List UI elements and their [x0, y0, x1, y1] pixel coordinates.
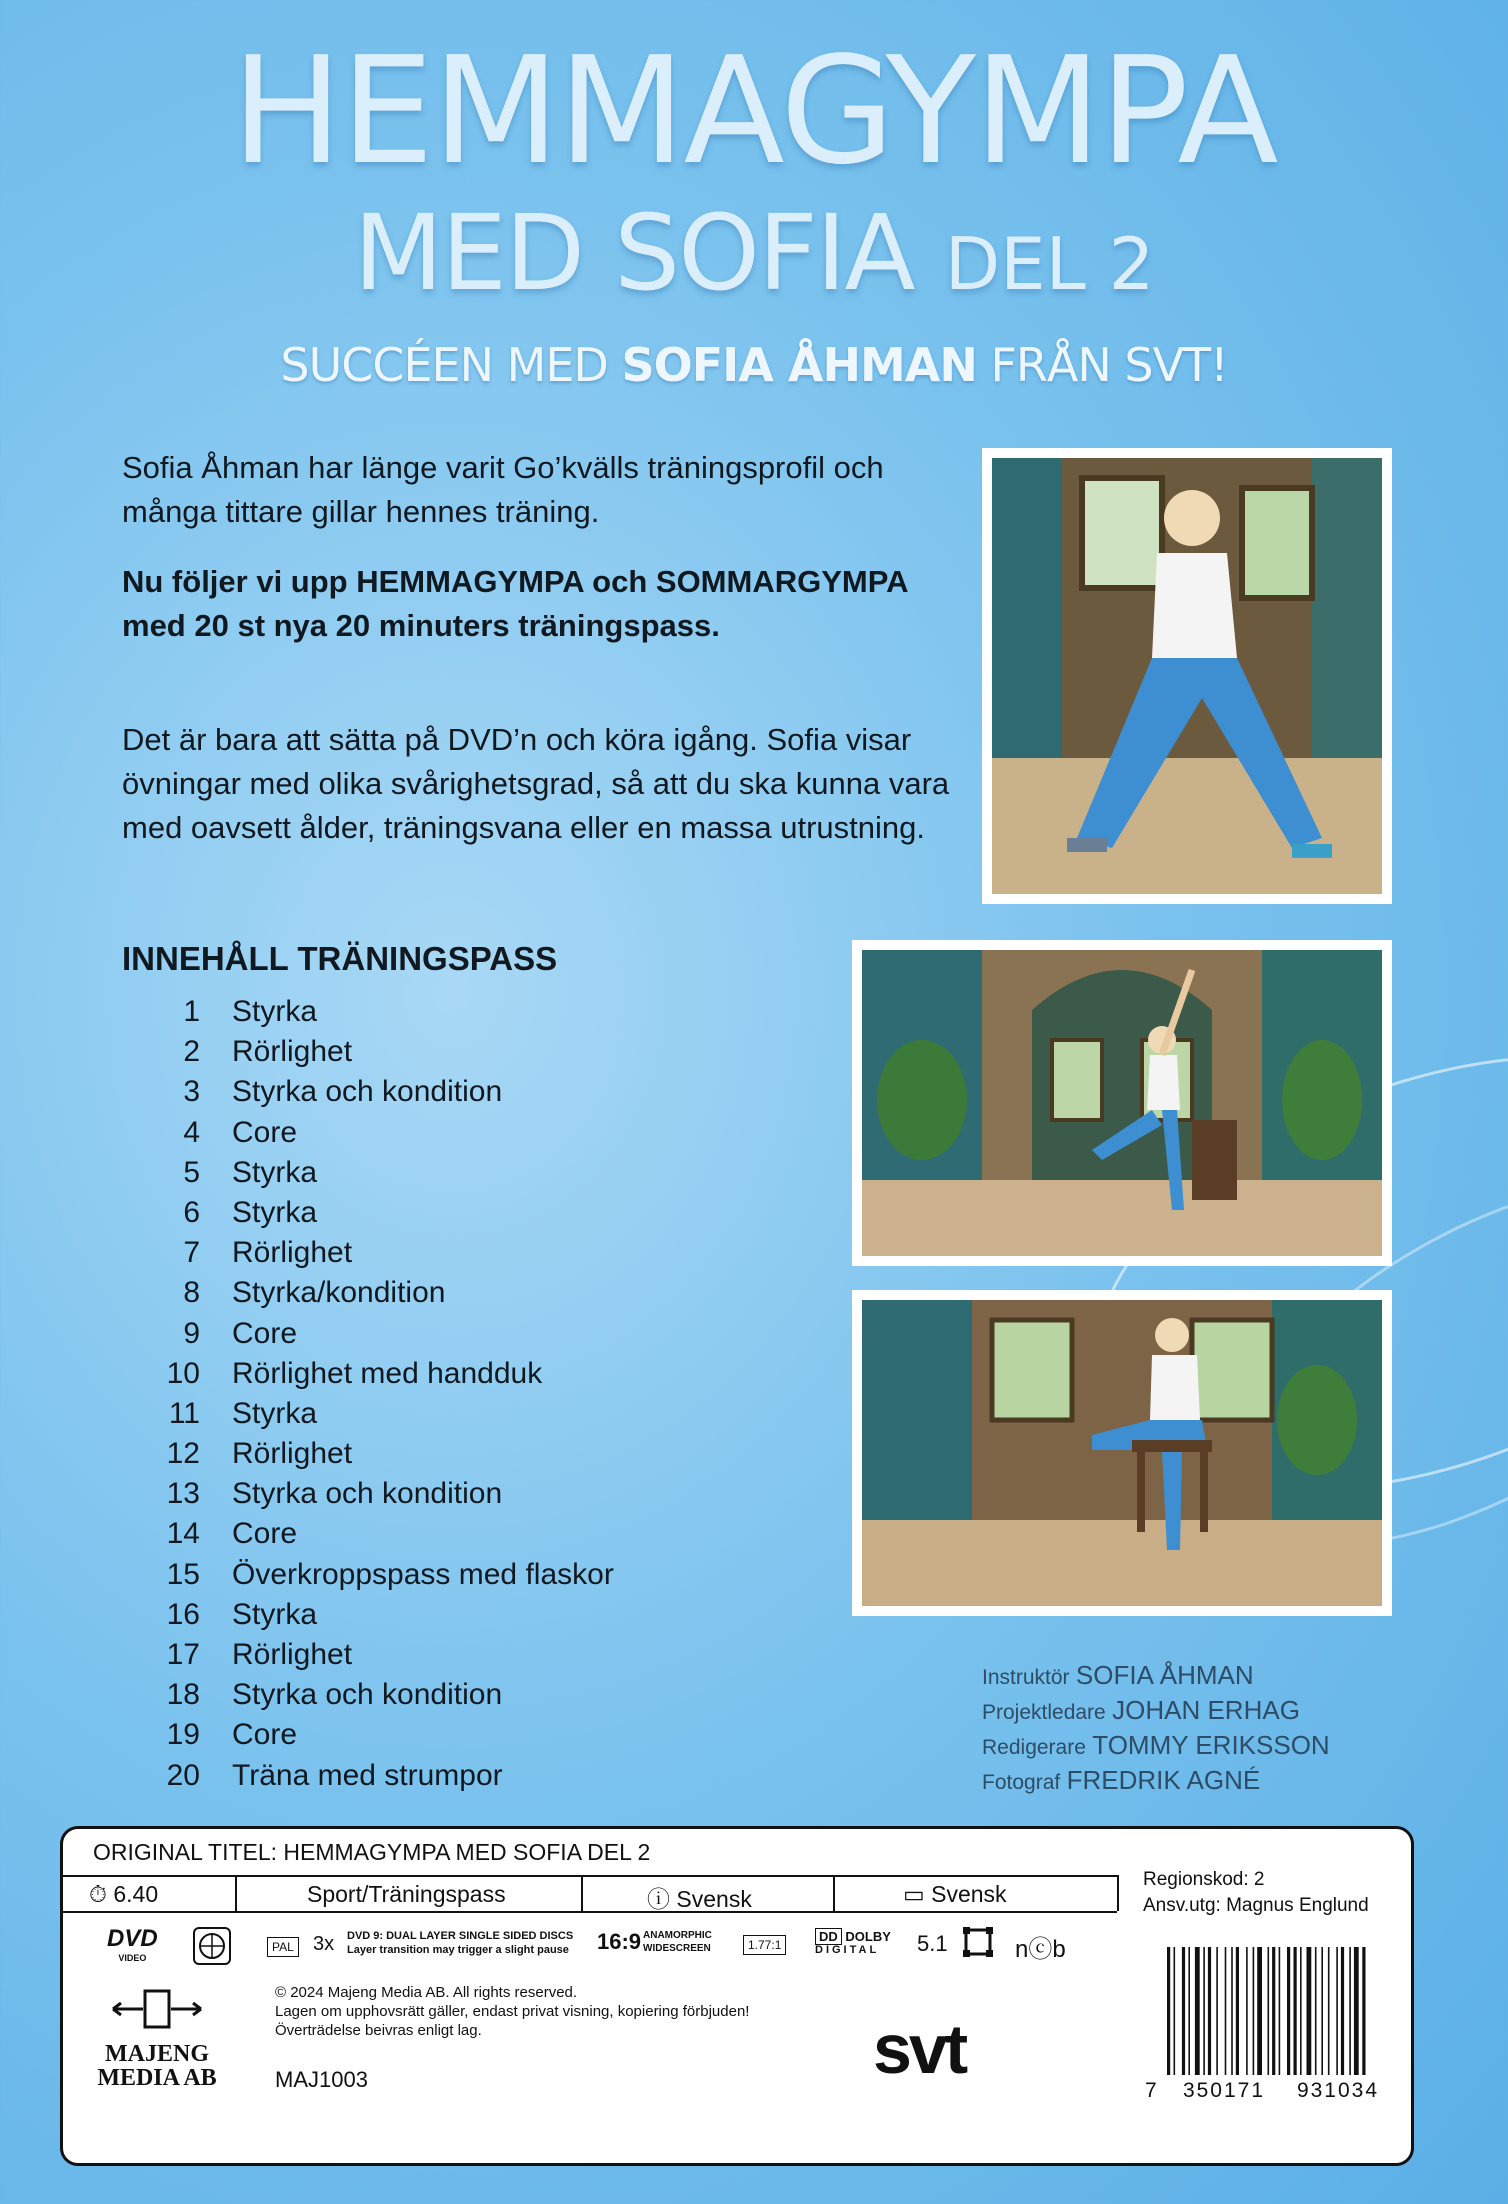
session-row: [122, 995, 614, 1035]
barcode-bar: [1287, 1947, 1290, 2075]
session-label: Styrka/kondition: [232, 1276, 446, 1310]
content-heading: INNEHÅLL TRÄNINGSPASS: [122, 940, 558, 977]
disc-count: 3x: [313, 1933, 335, 1955]
session-label: Rörlighet: [232, 1638, 353, 1671]
session-number: 2: [183, 1035, 200, 1069]
session-row: [122, 1759, 614, 1799]
session-number: 16: [166, 1597, 200, 1631]
session-label: Träna med strumpor: [232, 1758, 503, 1792]
barcode-bar: [1208, 1947, 1211, 2075]
session-row: [122, 1517, 614, 1557]
session-list: [122, 995, 614, 1799]
session-label: Styrka: [232, 1155, 318, 1189]
session-row: [122, 1236, 614, 1276]
session-label: Core: [232, 1115, 298, 1149]
session-label: Core: [232, 1517, 298, 1551]
region-code: Regionskod: 2: [1143, 1869, 1265, 1890]
session-row: [122, 1558, 614, 1598]
session-row: [122, 1678, 614, 1718]
sub-title: MED SOFIA DEL 2: [353, 192, 1155, 314]
channels: 5.1: [917, 1931, 948, 1956]
credit-role: Redigerare: [982, 1736, 1086, 1759]
surround-icon: [963, 1927, 993, 1957]
session-row: [122, 1156, 614, 1196]
barcode-bar: [1246, 1947, 1248, 2075]
session-row: [122, 1477, 614, 1517]
session-label: Core: [232, 1718, 298, 1752]
svt-logo: svt: [873, 2010, 966, 2088]
session-number: 17: [166, 1638, 200, 1671]
session-row: [122, 1075, 614, 1115]
session-row: [122, 1116, 614, 1156]
disc-type: DVD 9: DUAL LAYER SINGLE SIDED DISCS Layer transition may trigger a slight pause: [347, 1930, 574, 1956]
session-number: 11: [168, 1396, 200, 1430]
session-label: Rörlighet: [232, 1035, 353, 1069]
session-number: 4: [183, 1115, 200, 1149]
pal-logo: PAL: [267, 1937, 299, 1957]
subtitle-language: ▭ Svensk: [903, 1881, 1007, 1907]
photo-side-stretch: [852, 940, 1392, 1266]
session-number: 8: [183, 1276, 200, 1310]
aspect-logo: 16:9: [597, 1929, 642, 1954]
catalog-number: MAJ1003: [275, 2067, 368, 2092]
original-title: ORIGINAL TITEL: HEMMAGYMPA MED SOFIA DEL 2: [93, 1839, 651, 1865]
session-row: [122, 1276, 614, 1316]
barcode-bar: [1231, 1947, 1233, 2075]
session-label: Rörlighet: [232, 1437, 353, 1471]
speech-bubble-icon: ⓘ: [647, 1886, 670, 1912]
stopwatch-icon: ⏱: [89, 1881, 107, 1907]
barcode-bar: [1225, 1947, 1227, 2075]
session-row: [122, 1317, 614, 1357]
session-number: 13: [166, 1477, 200, 1511]
credit-name: SOFIA ÅHMAN: [1075, 1660, 1254, 1690]
ncb-logo: nⓒb: [1015, 1936, 1066, 1963]
barcode: 7 350171 931034: [1145, 1947, 1395, 2097]
audio-language: ⓘ Svensk: [647, 1886, 752, 1912]
session-label: Styrka: [232, 1396, 318, 1430]
barcode-bar: [1341, 1947, 1344, 2075]
session-label: Styrka och kondition: [232, 1678, 503, 1712]
credits: [982, 1660, 1330, 1800]
barcode-bar: [1336, 1947, 1338, 2075]
barcode-bar: [1253, 1947, 1255, 2075]
barcode-bar: [1294, 1947, 1297, 2075]
photo-chair-stretch: [852, 1290, 1392, 1616]
credit-role: Projektledare: [982, 1701, 1106, 1724]
session-label: Rörlighet: [232, 1236, 353, 1270]
session-number: 10: [166, 1356, 200, 1390]
session-label: Rörlighet med handduk: [232, 1356, 543, 1390]
session-label: Styrka: [232, 1597, 318, 1631]
session-label: Styrka och kondition: [232, 1075, 503, 1109]
credit-name: JOHAN ERHAG: [1112, 1695, 1300, 1725]
barcode-bar: [1167, 1947, 1170, 2075]
session-label: Core: [232, 1316, 298, 1350]
product-info-box: [60, 1826, 1414, 2166]
session-number: 7: [183, 1236, 200, 1270]
session-label: Styrka och kondition: [232, 1477, 503, 1511]
majeng-logo: MAJENG MEDIA AB: [107, 1987, 207, 2090]
barcode-bar: [1188, 1947, 1190, 2075]
barcode-bar: [1257, 1947, 1262, 2075]
barcode-bar: [1328, 1947, 1330, 2075]
main-title: HEMMAGYMPA: [231, 25, 1277, 197]
barcode-bar: [1182, 1947, 1185, 2075]
barcode-bar: [1300, 1947, 1302, 2075]
intro-paragraph-2: Nu följer vi upp HEMMAGYMPA och SOMMARGYMPA med 20 st nya 20 minuters träningspass.: [122, 564, 908, 643]
publisher-responsible: Ansv.utg: Magnus Englund: [1143, 1895, 1369, 1916]
barcode-bar: [1174, 1947, 1176, 2075]
tagline: SUCCÉEN MED SOFIA ÅHMAN FRÅN SVT!: [280, 338, 1228, 392]
session-number: 6: [183, 1195, 200, 1229]
session-number: 5: [183, 1155, 200, 1189]
ratio-logo: 1.77:1: [743, 1935, 786, 1955]
region-globe-icon: [193, 1927, 231, 1965]
screen-icon: ▭: [903, 1881, 925, 1907]
credit-line: [982, 1660, 1330, 1695]
dolby-logo: DD DOLBY DIGITAL: [815, 1929, 891, 1956]
session-row: [122, 1357, 614, 1397]
session-number: 14: [166, 1517, 200, 1551]
intro-paragraph-1: Sofia Åhman har länge varit Go’kvälls träningsprofil och många tittare gillar hennes träning.: [122, 450, 884, 529]
session-number: 15: [166, 1557, 200, 1591]
session-number: 18: [166, 1678, 200, 1712]
dvd-video-logo: DVD VIDEO: [107, 1925, 158, 1963]
barcode-bar: [1236, 1947, 1239, 2075]
session-number: 3: [183, 1075, 200, 1109]
credit-name: FREDRIK AGNÉ: [1066, 1765, 1261, 1795]
runtime: ⏱ 6.40: [89, 1881, 159, 1907]
session-row: [122, 1196, 614, 1236]
anamorphic-label: ANAMORPHIC WIDESCREEN: [643, 1930, 712, 1954]
credit-line: [982, 1765, 1330, 1800]
barcode-bar: [1272, 1947, 1275, 2075]
intro-paragraph-3: Det är bara att sätta på DVD’n och köra igång. Sofia visar övningar med olika svårighetsgrad, så att du ska kunna vara med oavsett ålder, träningsvana eller en massa utrustning.: [122, 722, 950, 845]
session-row: [122, 1598, 614, 1638]
barcode-bar: [1203, 1947, 1205, 2075]
session-number: 19: [166, 1718, 200, 1752]
genre: Sport/Träningspass: [307, 1881, 506, 1907]
photo-side-lunge: [982, 448, 1392, 904]
credit-role: Instruktör: [982, 1666, 1070, 1689]
barcode-bar: [1307, 1947, 1312, 2075]
session-row: [122, 1437, 614, 1477]
credit-role: Fotograf: [982, 1771, 1061, 1794]
barcode-bar: [1268, 1947, 1270, 2075]
copyright: © 2024 Majeng Media AB. All rights reserved. Lagen om upphovsrätt gäller, endast privat visning, kopiering förbjuden! Överträdelse beivras enligt lag.: [275, 1984, 750, 2039]
barcode-bar: [1216, 1947, 1218, 2075]
session-row: [122, 1718, 614, 1758]
session-label: Styrka: [232, 1195, 318, 1229]
barcode-bar: [1321, 1947, 1323, 2075]
session-number: 9: [183, 1316, 200, 1350]
session-row: [122, 1638, 614, 1678]
session-label: Överkroppspass med flaskor: [232, 1557, 614, 1591]
barcode-bar: [1362, 1947, 1365, 2075]
credit-line: [982, 1695, 1330, 1730]
session-number: 1: [183, 995, 200, 1028]
barcode-bar: [1279, 1947, 1281, 2075]
session-number: 12: [166, 1437, 200, 1471]
barcode-bar: [1195, 1947, 1200, 2075]
barcode-bar: [1354, 1947, 1359, 2075]
barcode-bar: [1315, 1947, 1317, 2075]
barcode-bar: [1349, 1947, 1351, 2075]
credit-line: [982, 1730, 1330, 1765]
session-number: 20: [166, 1758, 200, 1792]
credit-name: TOMMY ERIKSSON: [1092, 1730, 1330, 1760]
session-row: [122, 1397, 614, 1437]
session-label: Styrka: [232, 995, 318, 1028]
session-row: [122, 1035, 614, 1075]
